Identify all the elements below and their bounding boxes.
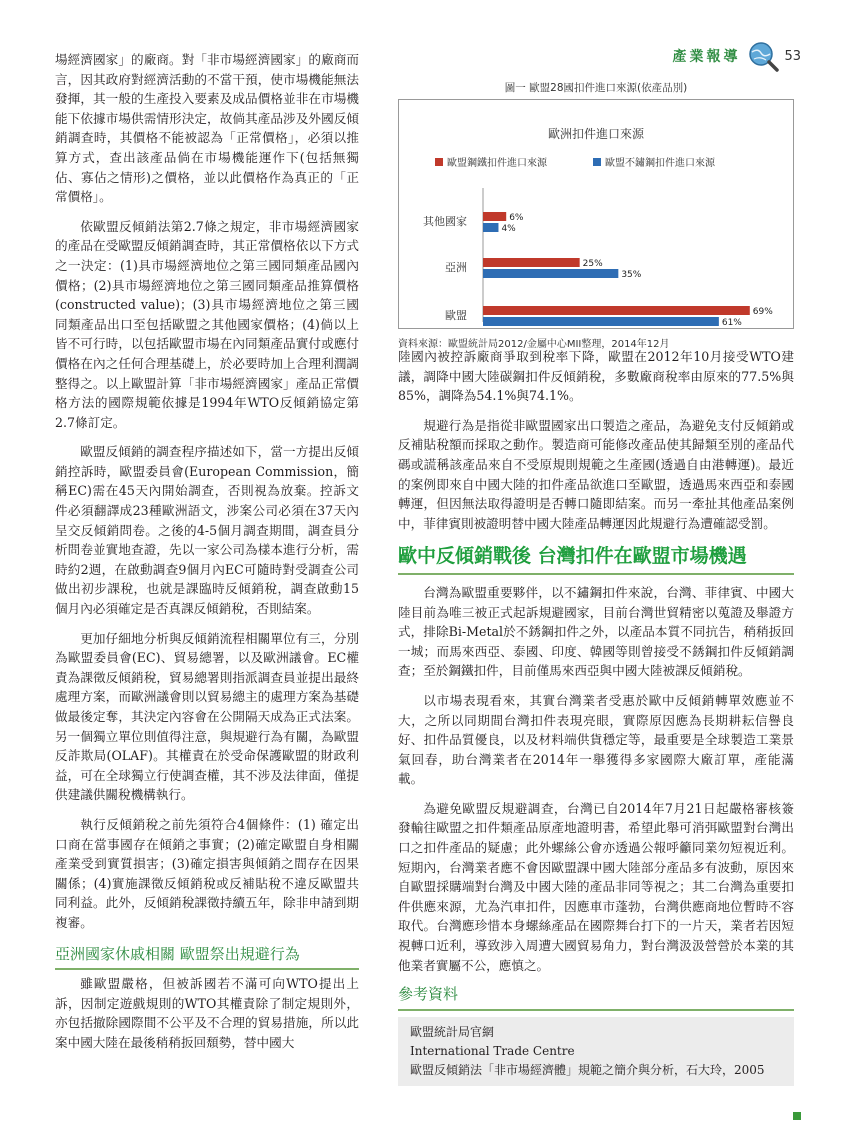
reference-item: International Trade Centre (410, 1043, 575, 1058)
bar (483, 212, 506, 221)
paragraph: 為避免歐盟反規避調查，台灣已自2014年7月21日起嚴格審核簽發輸往歐盟之扣件類產品原產地證明書，希望此舉可消弭歐盟對台灣出口之扣件產品的疑慮；此外螺絲公會亦透過公報呼籲同業勿短視近利。短期內，台灣業者應不會因歐盟課中國大陸部分產品多有波動，原因來自歐盟採購端對台灣及中國大陸的產品非同等視之；其二台灣為重要扣件供應來源，尤為汽車扣件，因應車市蓬勃，台灣供應商地位暫時不容取代。台灣應珍惜本身螺絲產品在國際舞台打下的一片天，業者若因短視轉口近利，導致涉入周遭大國貿易角力，對台灣汲汲營營於本業的其他業者實屬不公，應慎之。 (398, 800, 794, 973)
chart-title: 歐洲扣件進口來源 (547, 127, 645, 141)
left-column (55, 50, 359, 1063)
paragraph: 歐盟反傾銷的調查程序描述如下，當一方提出反傾銷控訴時，歐盟委員會(European Commission，簡稱EC)需在45天內開始調查，否則視為放棄。控訴文件必須翻譯成23種歐洲語文，涉案公司必須在37天內呈交反傾銷問卷。之後的4-5個月調查期間，調查員分析問卷並實地查證，先以一家公司為樣本進行分析，需時約2週，在啟動調查9個月內EC可隨時對受調查公司做出初步課稅，也就是課臨時反傾銷稅，調查啟動15個月內必須確定是否真課反傾銷稅，否則結案。 (55, 444, 359, 617)
globe-magnifier-icon (746, 39, 780, 73)
reference-item: 歐盟反傾銷法「非市場經濟體」規範之簡介與分析，石大玲，2005 (410, 1062, 765, 1077)
paragraph: 執行反傾銷稅之前先須符合4個條件：(1) 確定出口商在當事國存在傾銷之事實；(2)確定歐盟自身相關產業受到實質損害；(3)確定損害與傾銷之間存在因果關係；(4)實施課徵反傾銷稅或反補貼稅不違反歐盟共同利益。此外，反傾銷稅課徵持續五年，除非申請到期複審。 (55, 816, 359, 930)
header-title: 產業報導 (672, 49, 741, 65)
legend-label-steel: 歐盟鋼鐵扣件進口來源 (447, 158, 547, 169)
category-label: 歐盟 (445, 309, 467, 322)
page-header (672, 36, 801, 76)
legend-swatch-stainless (593, 158, 601, 166)
chart-frame (398, 99, 794, 329)
references-box (398, 1017, 794, 1086)
footer-marker (793, 1112, 801, 1120)
paragraph: 場經濟國家」的廠商。對「非市場經濟國家」的廠商而言，因其政府對經濟活動的不當干預，使市場機能無法發揮，其一般的生產投入要素及成品價格並非在市場機能下依據市場供需情形決定，故倘其產品涉及外國反傾銷調查時，其價格不能被認為「正常價格」，必須以推算方式，查出該產品倘在市場機能運作下(包括無獨佔、寡佔之情形)之價格，並以此價格作為真正的「正常價格」。 (55, 52, 359, 205)
data-label: 69% (752, 307, 773, 317)
reference-item: 歐盟統計局官網 (410, 1024, 495, 1039)
bar (483, 317, 719, 326)
category-label: 亞洲 (445, 261, 467, 274)
data-label: 25% (582, 259, 603, 269)
bar (483, 306, 750, 315)
data-label: 61% (721, 318, 742, 328)
bar (483, 269, 618, 278)
bar (483, 223, 498, 232)
section-heading: 歐中反傾銷戰後 台灣扣件在歐盟市場機遇 (398, 543, 794, 575)
paragraph: 陸國內被控訴廠商爭取到稅率下降，歐盟在2012年10月接受WTO建議，調降中國大陸碳鋼扣件反傾銷稅，多數廠商稅率由原來的77.5%與85%，調降為54.1%與74.1%。 (398, 349, 794, 404)
paragraph: 依歐盟反傾銷法第2.7條之規定，非市場經濟國家的產品在受歐盟反傾銷調查時，其正常價格依以下方式之一決定：(1)具市場經濟地位之第三國同類產品國內價格；(2)具市場經濟地位之第三國同類產品推算價格(constructed value)；(3)具市場經濟地位之第三國同類產品出口至包括歐盟之其他國家價格；(4)倘以上皆不可行時，以包括歐盟市場在內同類產品實付或應付價格在內之任何合理基礎上，於必要時加上合理利潤調整得之。以上歐盟計算「非市場經濟國家」產品正常價格方法的國際規範依據是1994年WTO反傾銷協定第2.7條訂定。 (55, 218, 359, 430)
paragraph: 更加仔細地分析與反傾銷流程相關單位有三，分別為歐盟委員會(EC)、貿易總署，以及歐洲議會。EC權責為課徵反傾銷稅，貿易總署則指派調查員並提出最終處理方案，而歐洲議會則以貿易總主的處理方案為基礎做最後定奪，其決定內容會在公開隔天成為正式法案。另一個獨立單位則值得注意，與規避行為有關，為歐盟反詐欺局(OLAF)。其權責在於受命保護歐盟的財政利益，可在全球獨立行使調查權，其不涉及法律面，僅提供建議供關稅機構執行。 (55, 630, 359, 803)
figure (398, 80, 794, 350)
figure-caption: 圖一 歐盟28國扣件進口來源(依產品別) (504, 82, 688, 94)
category-label: 其他國家 (423, 215, 467, 228)
right-column (398, 347, 794, 1086)
paragraph: 雖歐盟嚴格，但被訴國若不滿可向WTO提出上訴，因制定遊戲規則的WTO其權責除了制定規則外，亦包括撤除國際間不公平及不合理的貿易措施，所以此案中國大陸在最後稍稍扳回頹勢，替中國大 (55, 976, 359, 1050)
paragraph: 台灣為歐盟重要夥伴，以不鏽鋼扣件來說，台灣、菲律賓、中國大陸目前為唯三被正式起訴規避國家，目前台灣世貿精密以蒐證及舉證方式，排除Bi-Metal於不銹鋼扣件之外，以產品本質不同抗告，稍稍扳回一城；而馬來西亞、泰國、印度、韓國等則曾接受不銹鋼扣件反傾銷調查；至於鋼鐵扣件，目前僅馬來西亞與中國大陸被課反傾銷稅。 (398, 584, 794, 679)
page-number: 53 (784, 48, 801, 64)
data-label: 4% (501, 224, 516, 234)
figure-source: 資料來源：歐盟統計局2012/金屬中心MII整理，2014年12月 (398, 339, 670, 350)
section-heading: 亞洲國家休戚相關 歐盟祭出規避行為 (55, 943, 359, 971)
legend-swatch-steel (435, 158, 443, 166)
data-label: 35% (621, 270, 642, 280)
bar (483, 258, 580, 267)
paragraph: 以市場表現看來，其實台灣業者受惠於歐中反傾銷轉單效應並不大，之所以同期間台灣扣件表現亮眼，實際原因應為長期耕耘信譽良好、扣件品質優良，以及材料端供貨穩定等，最重要是全球製造工業景氣回春，助台灣業者在2014年一舉獲得多家國際大廠訂單，產能滿載。 (398, 692, 794, 787)
bar-chart (399, 100, 793, 328)
paragraph: 規避行為是指從非歐盟國家出口製造之產品，為避免支付反傾銷或反補貼稅額而採取之動作。製造商可能修改產品使其歸類至別的產品代碼或謊稱該產品來自不受原規則規範之生產國(透過自由港轉運)。最近的案例即來自中國大陸的扣件產品欲進口至歐盟，透過馬來西亞和泰國轉運，但因無法取得證明是否轉口隨即結案。而另一牽扯其他產品案例中，菲律賓則被證明替中國大陸產品轉運因此規避行為遭確認受罰。 (398, 417, 794, 531)
references-title: 參考資料 (398, 985, 794, 1011)
data-label: 6% (509, 213, 524, 223)
legend-label-stainless: 歐盟不鏽鋼扣件進口來源 (605, 158, 715, 169)
